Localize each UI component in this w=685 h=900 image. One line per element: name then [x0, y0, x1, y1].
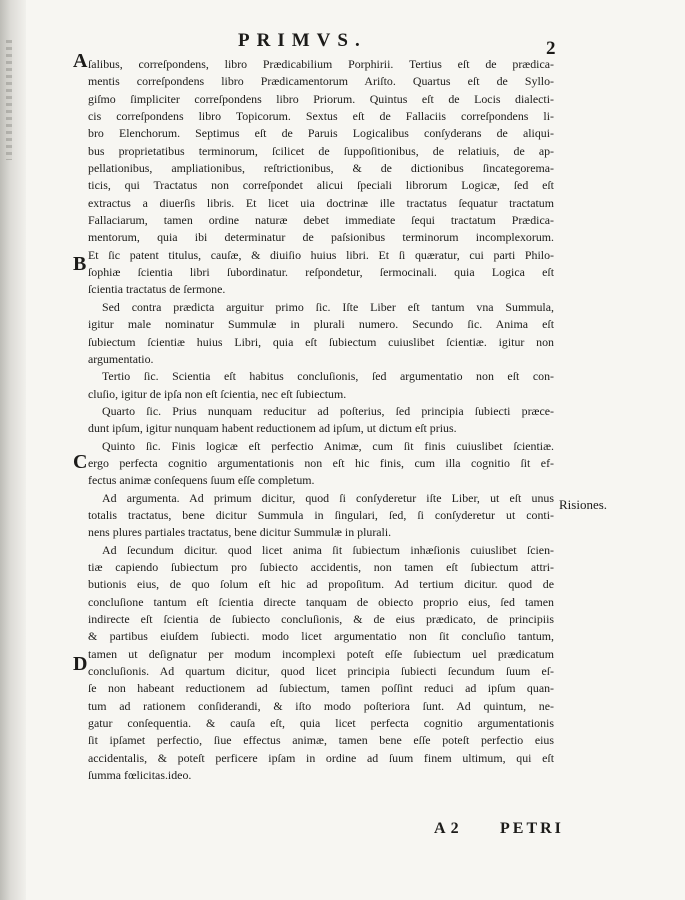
text-line: giſmo ſimpliciter correſpondens libro Priorum. Quintus eſt de Locis dialecti-	[88, 91, 554, 106]
catchword: PETRI	[500, 820, 564, 837]
text-line: butionis eius, de quo ſolum eſt hic ad propoſitum. Ad tertium dicitur. quod de	[88, 577, 554, 592]
margin-letter-b: B	[73, 253, 87, 275]
text-line: tum ad rationem conſiderandi, & iſto modo poſteriora ſunt. Ad quintum, ne-	[88, 698, 554, 713]
text-line: mentorum, quia ibi determinatur de paſsionibus terminorum incomplexorum.	[88, 230, 554, 245]
text-line: bus proprietatibus terminorum, ſcilicet de ſuppoſitionibus, de relatiuis, de ap-	[88, 143, 554, 158]
text-line: tiæ capiendo ſubiectum pro ſubiecto accidentis, non tamen eſt ſubiectum attri-	[88, 559, 554, 574]
text-line: & partibus eiuſdem ſubiecti. modo licet argumentatio non ſit concluſio tantum,	[88, 629, 554, 644]
text-line: ſumma fœlicitas.ideo.	[88, 768, 192, 783]
text-line: Ad argumenta. Ad primum dicitur, quod ſi conſyderetur iſte Liber, ut eſt unus	[102, 490, 554, 505]
text-line: Ad ſecundum dicitur. quod licet anima ſit ſubiectum inhæſionis cuiuslibet ſcien-	[102, 542, 554, 557]
text-line: ſit ipſamet perfectio, ſiue effectus animæ, tamen bene eſſe poteſt perfectio eius	[88, 733, 554, 748]
signature-mark: A 2	[434, 820, 460, 837]
text-line: ſcientia tractatus de ſermone.	[88, 282, 226, 297]
page-gutter-shadow	[0, 0, 26, 900]
text-line: Sed contra prædicta arguitur primo ſic. Iſte Liber eſt tantum vna Summula,	[102, 299, 554, 314]
text-line: Quinto ſic. Finis logicæ eſt perfectio Animæ, cum ſit finis cuiuslibet ſcientiæ.	[102, 438, 554, 453]
margin-letter-c: C	[73, 451, 88, 473]
page-number: 2	[546, 38, 556, 59]
text-line: ticis, qui Tractatus non correſpondet alicui ſpeciali librorum Logicæ, ſed eſt	[88, 178, 554, 193]
text-line: cluſio, igitur de ipſa non eſt ſcientia, nec eſt ſubiectum.	[88, 386, 347, 401]
text-line: Quarto ſic. Prius nunquam reducitur ad poſterius, ſed principia ſubiecti præce-	[102, 403, 554, 418]
body-text	[88, 56, 554, 784]
text-line: dunt ipſum, igitur nunquam habent reductionem ad ipſum, ut dictum eſt prius.	[88, 421, 457, 436]
text-line: pellationibus, ampliationibus, reſtrictionibus, & de dictionibus ſincategorema-	[88, 161, 554, 176]
text-line: fectus animæ conſequens ſuum eſſe completum.	[88, 473, 315, 488]
text-line: nens plures partiales tractatus, bene dicitur Summulæ in plurali.	[88, 525, 392, 540]
text-line: Tertio ſic. Scientia eſt habitus concluſionis, ſed argumentatio non eſt con-	[102, 369, 554, 384]
text-line: mentis correſpondens libro Prædicamentorum Ariſto. Quartus eſt de Syllo-	[88, 74, 554, 89]
text-line: ſalibus, correſpondens, libro Prædicabilium Porphirii. Tertius eſt de prædica-	[88, 57, 554, 71]
text-line: tamen ut deſignatur per modum incomplexi poteſt eſſe ſubiectum uel prædicatum	[88, 646, 554, 661]
running-head: PRIMVS.	[238, 30, 367, 51]
text-line: Fallaciarum, tamen ordine naturæ debet immediate ſequi tractatum Prædica-	[88, 213, 554, 228]
margin-letter-d: D	[73, 653, 88, 675]
text-line: accidentalis, & poteſt perficere ipſam in ordine ad ſuum finem ultimum, qui eſt	[88, 750, 554, 765]
text-line: totalis tractatus, bene dicitur Summula in ſingulari, ſed, ſi conſyderetur ut conti-	[88, 507, 554, 522]
text-line: ſe non habeant reductionem ad ſubiectum, tamen poſſint reduci ad ipſum quan-	[88, 681, 554, 696]
text-line: ergo perfecta cognitio argumentationis non eſt hic finis, cum illa cognitio ſit ef-	[88, 455, 554, 470]
text-line: igitur male nominatur Summulæ in plurali numero. Secundo ſic. Anima eſt	[88, 317, 554, 332]
margin-letter-a: A	[73, 50, 88, 72]
text-line: cis correſpondens libro Topicorum. Sextus eſt de Fallaciis correſpondens li-	[88, 109, 554, 124]
text-line: argumentatio.	[88, 351, 154, 366]
text-line: ſophiæ ſcientia libri ſubordinatur. reſpondetur, ſermocinali. quia Logica eſt	[88, 265, 554, 280]
text-line: extractus a diuerſis libris. Et licet uia doctrinæ ille tractatus ſequatur tractatum	[88, 195, 554, 210]
text-line: ſubiectum ſcientiæ huius Libri, quia eſt ſubiectum cuiuslibet ſcientiæ. igitur non	[88, 334, 554, 349]
text-line: concluſionis. Ad quartum dicitur, quod licet principia ſubiecti ſecundum ſuum eſ-	[88, 664, 554, 679]
text-line: concluſione tantum eſt ſcientia directe tanquam de obiecto proprio eius, ſed tamen	[88, 594, 554, 609]
text-line: bro Elenchorum. Septimus eſt de Paruis Logicalibus conſyderans de aliqui-	[88, 126, 554, 141]
text-line: Et ſic patent titulus, cauſæ, & diuiſio huius libri. Et ſi quæratur, cui parti Philo-	[88, 247, 554, 262]
text-line: indirecte eſt ſcientia de ſubiecto concluſionis, & de eius prædicato, de principiis	[88, 612, 554, 626]
text-line: gatur conſequentia. & cauſa eſt, quia licet perfecta cognitio argumentationis	[88, 716, 554, 731]
margin-note: Risiones.	[559, 497, 608, 512]
